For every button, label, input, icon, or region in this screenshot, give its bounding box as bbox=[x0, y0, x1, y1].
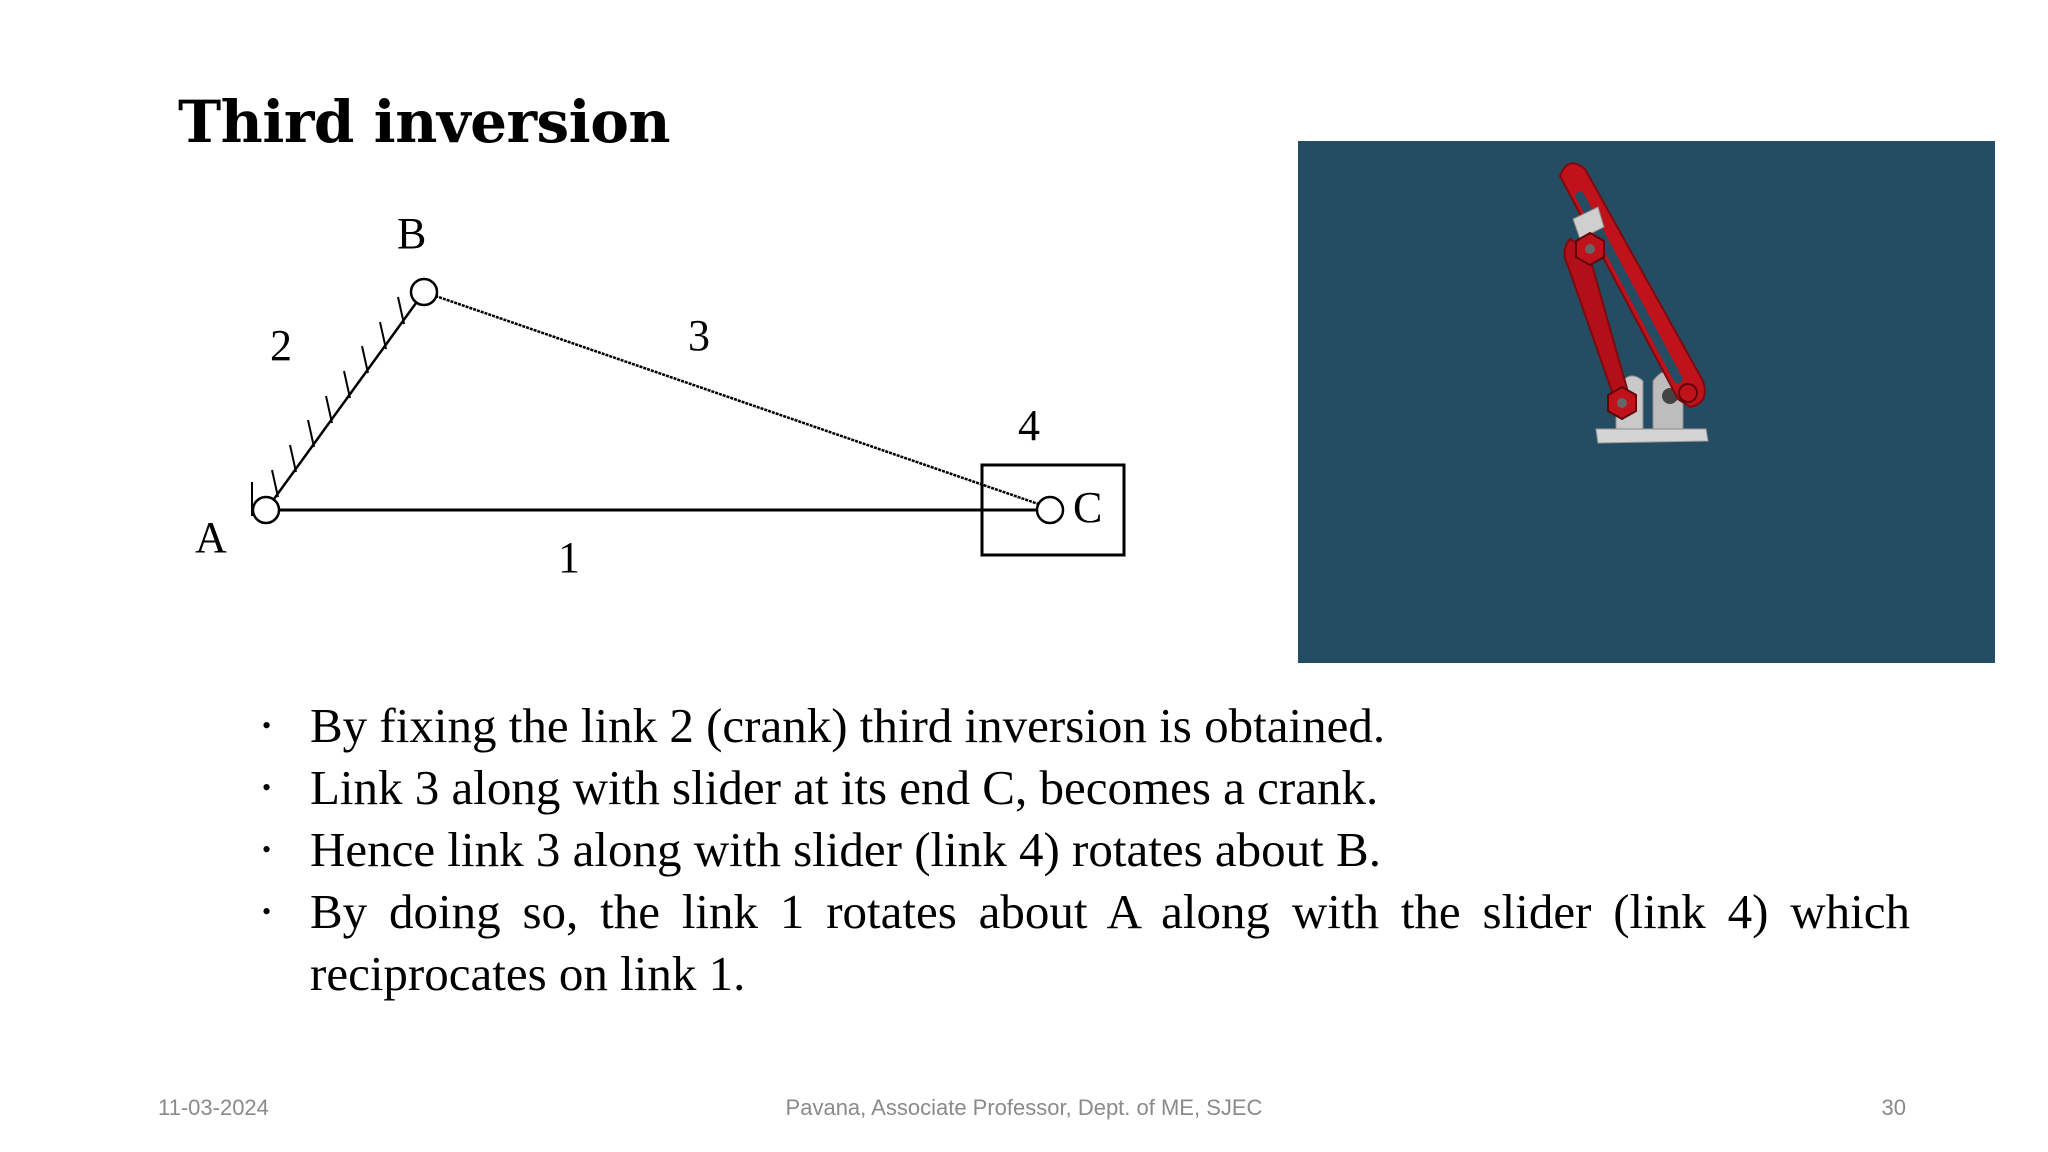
bullet-item bbox=[250, 819, 1910, 881]
bullet-glyph: • bbox=[262, 773, 272, 802]
label-point-a: A bbox=[195, 513, 227, 562]
bullet-text: By fixing the link 2 (crank) third inversion is obtained. bbox=[310, 698, 1386, 753]
slider-crank-diagram bbox=[180, 200, 1140, 600]
label-link-3: 3 bbox=[688, 311, 710, 360]
bullet-glyph: • bbox=[262, 835, 272, 864]
bullet-item bbox=[250, 881, 1910, 1005]
label-link-4: 4 bbox=[1018, 401, 1040, 450]
base-plate bbox=[1596, 429, 1708, 443]
joint-c bbox=[1037, 497, 1063, 523]
joint-b bbox=[411, 279, 437, 305]
bullet-item bbox=[250, 695, 1910, 757]
label-link-2: 2 bbox=[270, 321, 292, 370]
bullet-glyph: • bbox=[262, 897, 272, 926]
slide-title: Third inversion bbox=[178, 88, 671, 156]
footer-author: Pavana, Associate Professor, Dept. of ME, SJEC bbox=[785, 1095, 1263, 1120]
label-link-1: 1 bbox=[558, 533, 580, 582]
bullet-list bbox=[250, 695, 1910, 1005]
bullet-text: By doing so, the link 1 rotates about A along with the slider (link 4) which reciprocates on link 1. bbox=[310, 884, 1910, 1001]
label-point-b: B bbox=[397, 209, 427, 258]
bullet-text: Link 3 along with slider at its end C, becomes a crank. bbox=[310, 760, 1379, 815]
footer-page-number: 30 bbox=[1881, 1095, 1906, 1120]
hex-joint-right bbox=[1679, 384, 1697, 402]
bullet-text: Hence link 3 along with slider (link 4) rotates about B. bbox=[310, 822, 1381, 877]
joint-a bbox=[253, 497, 279, 523]
footer-date: 11-03-2024 bbox=[158, 1095, 269, 1120]
label-point-c: C bbox=[1073, 483, 1103, 532]
bullet-glyph: • bbox=[262, 711, 272, 740]
mechanism-animation-panel bbox=[1298, 141, 1995, 663]
bullet-item bbox=[250, 757, 1910, 819]
link-3-line bbox=[424, 292, 1050, 508]
